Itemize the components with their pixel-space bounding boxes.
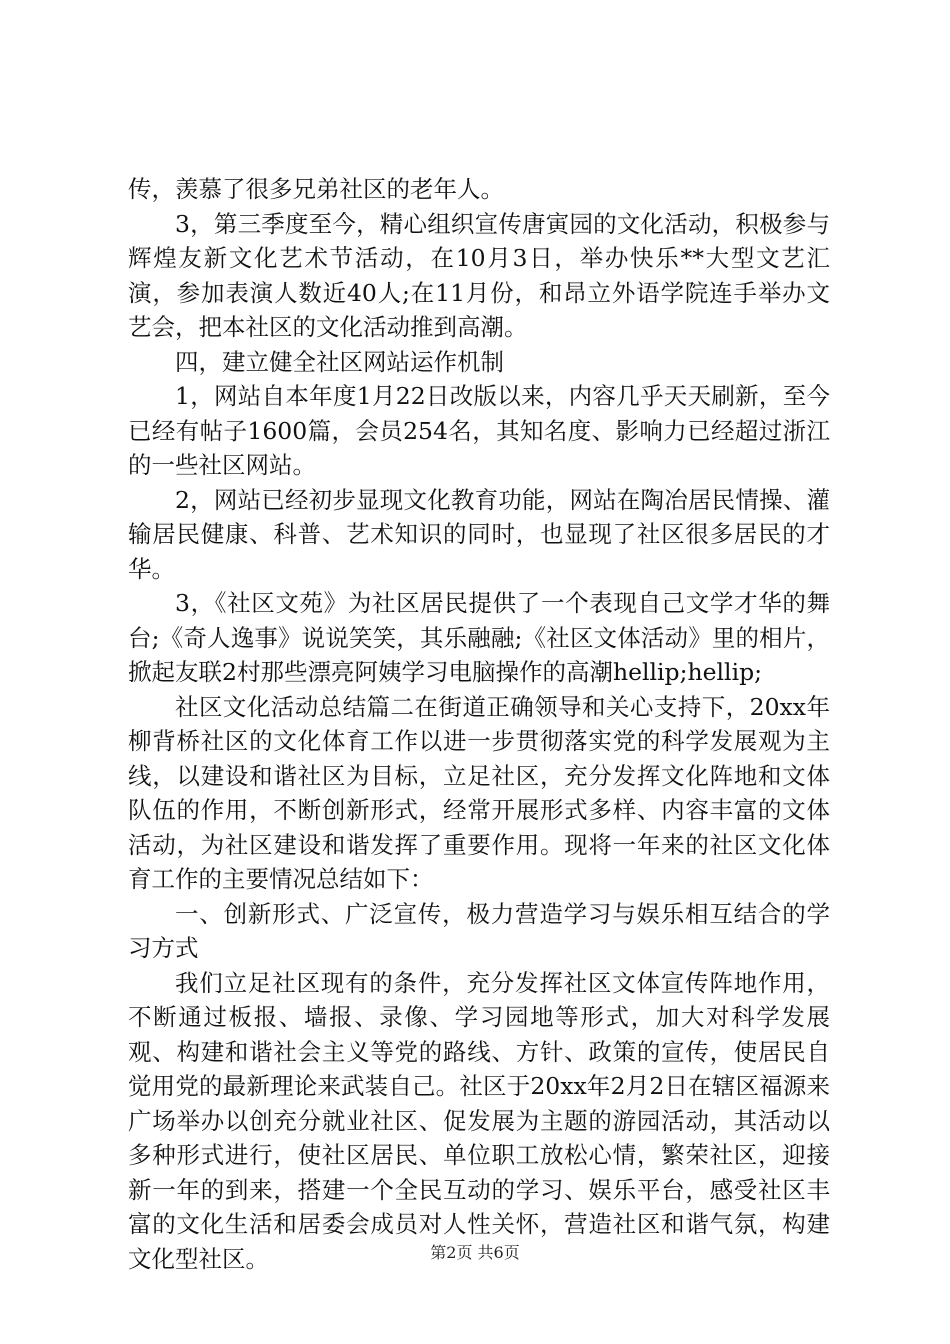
paragraph: 3，《社区文苑》为社区居民提供了一个表现自己文学才华的舞台;《奇人逸事》说说笑笑，其乐融融;《社区文体活动》里的相片，掀起友联2村那些漂亮阿姨学习电脑操作的高潮hellip;hellip;: [128, 589, 830, 686]
document-body: [128, 172, 830, 1276]
section-heading: 四，建立健全社区网站运作机制: [175, 347, 504, 376]
paragraph: 2，网站已经初步显现文化教育功能，网站在陶冶居民情操、灌输居民健康、科普、艺术知识的同时，也显现了社区很多居民的才华。: [128, 485, 830, 583]
section-heading: 一、创新形式、广泛宣传，极力营造学习与娱乐相互结合的学习方式: [128, 899, 830, 962]
paragraph: 我们立足社区现有的条件，充分发挥社区文体宣传阵地作用，不断通过板报、墙报、录像、学习园地等形式，加大对科学发展观、构建和谐社会主义等党的路线、方针、政策的宣传，使居民自觉用党的最新理论来武装自己。社区于20xx年2月2日在辖区福源来广场举办以创充分就业社区、促发展为主题的游园活动，其活动以多种形式进行，使社区居民、单位职工放松心情，繁荣社区，迎接新一年的到来，搭建一个全民互动的学习、娱乐平台，感受社区丰富的文化生活和居委会成员对人性关怀，营造社区和谐气氛，构建文化型社区。: [128, 968, 830, 1273]
paragraph: 传，羡慕了很多兄弟社区的老年人。: [128, 175, 504, 203]
paragraph: 3，第三季度至今，精心组织宣传唐寅园的文化活动，积极参与辉煌友新文化艺术节活动，在10月3日，举办快乐**大型文艺汇演，参加表演人数近40人;在11月份，和昂立外语学院连手举办文艺会，把本社区的文化活动推到高潮。: [128, 209, 830, 341]
paragraph: 1，网站自本年度1月22日改版以来，内容几乎天天刷新，至今已经有帖子1600篇，会员254名，其知名度、影响力已经超过浙江的一些社区网站。: [128, 382, 830, 479]
paragraph: 社区文化活动总结篇二在街道正确领导和关心支持下，20xx年柳背桥社区的文化体育工作以进一步贯彻落实党的科学发展观为主线，以建设和谐社区为目标，立足社区，充分发挥文化阵地和文体队伍的作用，不断创新形式，经常开展形式多样、内容丰富的文体活动，为社区建设和谐发挥了重要作用。现将一年来的社区文化体育工作的主要情况总结如下：: [128, 692, 830, 893]
page-number: 第2页 共6页: [430, 1243, 520, 1262]
